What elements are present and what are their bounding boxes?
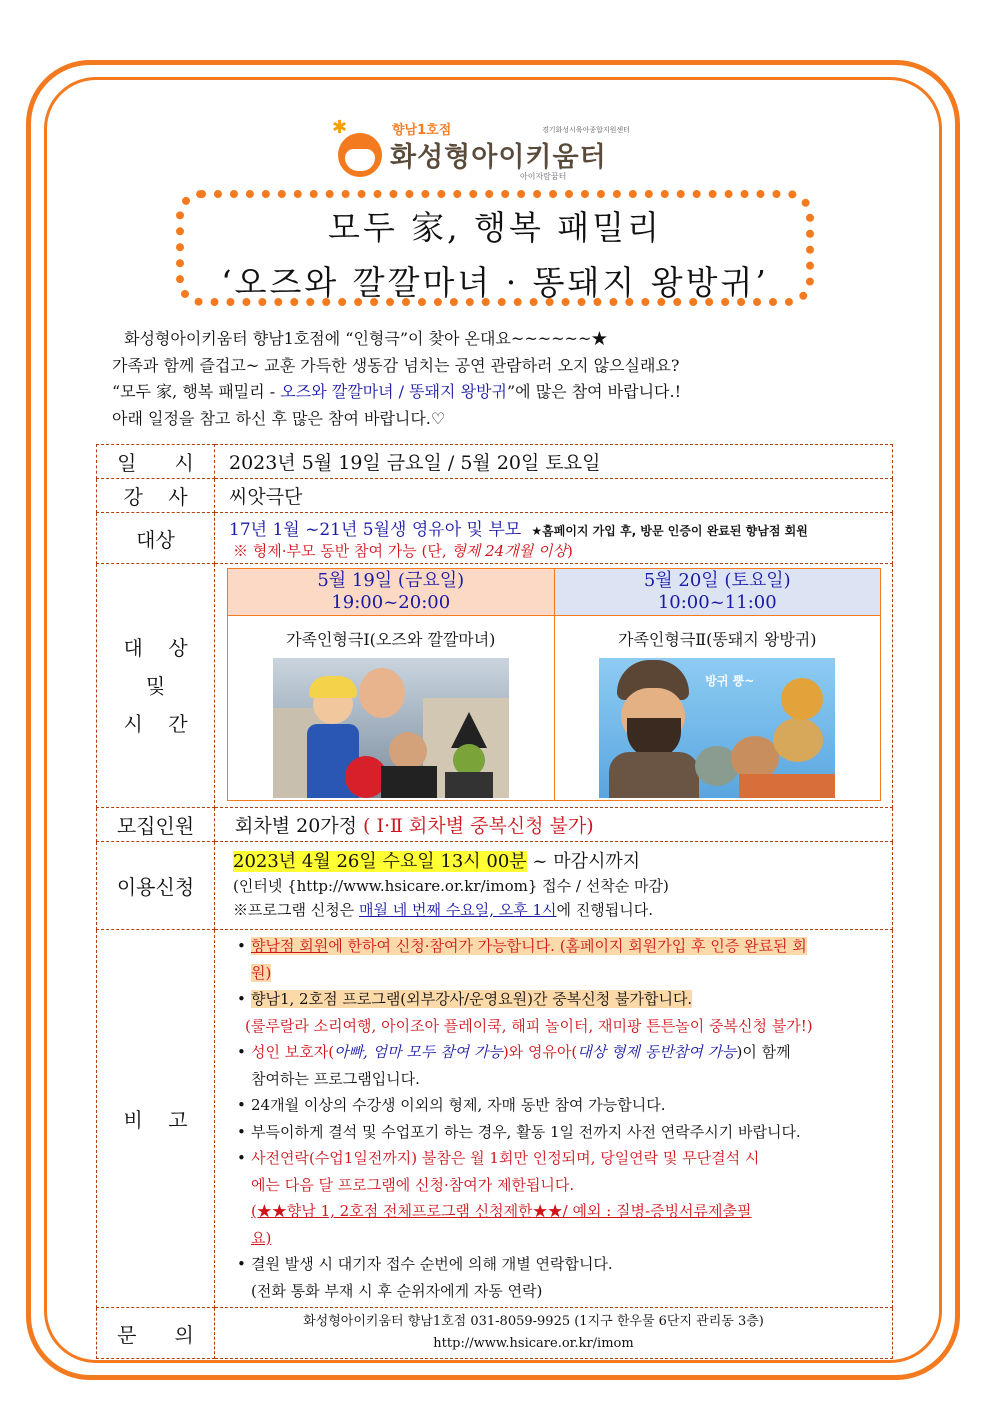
row-contact <box>97 1308 893 1359</box>
logo-sub: 아이자람꿈터 <box>520 172 567 181</box>
value-apply <box>215 842 893 930</box>
intro-line-1: 화성형아이키움터 향남1호점에 “인형극”이 찾아 온대요~~~~~~★ <box>124 329 608 348</box>
puppet-photo-pig <box>599 658 835 798</box>
row-target <box>97 513 893 564</box>
label-notes: 비 고 <box>97 930 215 1308</box>
apply-deadline: 2023년 4월 26일 수요일 13시 00분 <box>233 850 527 872</box>
schedule-table <box>227 568 881 801</box>
logo-branch: 향남1호점 <box>392 123 452 138</box>
label-target: 대상 <box>97 513 215 564</box>
target-range: 17년 1월 ~21년 5월생 영유아 및 부모 <box>229 520 522 540</box>
row-notes <box>97 930 893 1308</box>
contact-url[interactable]: http://www.hsicare.or.kr/imom <box>433 1336 634 1351</box>
intro-line-2: 가족과 함께 즐겁고~ 교훈 가득한 생동감 넘치는 공연 관람하러 오지 않으실래요? <box>112 355 680 375</box>
intro-text <box>112 326 681 432</box>
label-apply: 이용신청 <box>97 842 215 930</box>
value-date: 2023년 5월 19일 금요일 / 5월 20일 토요일 <box>215 445 893 479</box>
apply-method: (인터넷 {http://www.hsicare.or.kr/imom} 접수 / 선착순 마감) <box>233 876 669 895</box>
schedule-cell <box>215 564 893 808</box>
value-teacher: 씨앗극단 <box>215 479 893 513</box>
value-target <box>215 513 893 564</box>
notes-list <box>215 930 893 1308</box>
note-6-sub2: 요) <box>251 1228 272 1247</box>
intro-line-3: “모두 家, 행복 패밀리 - 오즈와 깔깔마녀 / 똥돼지 왕방귀”에 많은 참여 바랍니다.! <box>112 382 682 401</box>
note-4: • 24개월 이상의 수강생 이외의 형제, 자매 동반 참여 가능합니다. <box>237 1096 666 1114</box>
note-1: • 향남점 회원에 한하여 신청·참여가 가능합니다. (홈페이지 회원가입 후 인증 완료된 회 <box>237 937 807 955</box>
label-date: 일 시 <box>97 445 215 479</box>
puppet-photo-oz <box>273 658 509 798</box>
logo-org: 경기화성시육아종합지원센터 <box>542 126 630 134</box>
logo <box>332 117 662 181</box>
note-7-sub: (전화 통화 부재 시 후 순위자에게 자동 연락) <box>251 1281 543 1300</box>
target-note: ★홈페이지 가입 후, 방문 인증이 완료된 향남점 회원 <box>531 524 808 538</box>
row-apply <box>97 842 893 930</box>
note-6-cont: 에는 다음 달 프로그램에 신청·참여가 제한됩니다. <box>251 1175 575 1194</box>
day1-time: 19:00~20:00 <box>331 592 451 613</box>
title-line-2: ‘오즈와 깔깔마녀 · 똥돼지 왕방귀’ <box>221 263 769 302</box>
star-icon: ✱ <box>332 117 348 138</box>
title-box <box>176 190 814 306</box>
day2-date: 5월 20일 (토요일) <box>643 570 791 591</box>
note-5: • 부득이하게 결석 및 수업포기 하는 경우, 활동 1일 전까지 사전 연락주시기 바랍니다. <box>237 1122 801 1141</box>
logo-name: 화성형아이키움터 <box>390 142 607 173</box>
note-6-sub: (★★향남 1, 2호점 전체프로그램 신청제한★★/ 예외 : 질병-증빙서류제출필 <box>251 1202 752 1220</box>
apply-note: ※프로그램 신청은 매월 네 번째 수요일, 오후 1시에 진행됩니다. <box>233 900 653 919</box>
value-contact <box>215 1308 893 1359</box>
speech-bubble: 방귀 뿡~ <box>705 673 755 688</box>
note-7: • 결원 발생 시 대기자 접수 순번에 의해 개별 연락합니다. <box>237 1255 613 1273</box>
label-recruit: 모집인원 <box>97 808 215 842</box>
note-3-cont: 참여하는 프로그램입니다. <box>251 1069 420 1088</box>
day1-show: 가족인형극Ⅰ(오즈와 깔깔마녀) <box>286 629 496 649</box>
note-1-cont: 원) <box>251 963 272 982</box>
day2-show: 가족인형극Ⅱ(똥돼지 왕방귀) <box>618 629 817 649</box>
value-recruit: 회차별 20가정 ( Ⅰ·Ⅱ 회차별 중복신청 불가) <box>215 808 893 842</box>
info-table <box>96 444 893 1359</box>
day2-header <box>554 569 881 616</box>
contact-line-1: 화성형아이키움터 향남1호점 031-8059-9925 (1지구 한우물 6단지 관리동 3층) <box>303 1314 764 1329</box>
day1-header <box>228 569 555 616</box>
label-schedule: 대 상 및 시 간 <box>97 564 215 808</box>
title-line-1: 모두 家, 행복 패밀리 <box>327 208 663 247</box>
row-recruit <box>97 808 893 842</box>
note-2: • 향남1, 2호점 프로그램(외부강사/운영요원)간 중복신청 불가합니다. <box>237 990 693 1008</box>
day1-date: 5월 19일 (금요일) <box>317 570 465 591</box>
day2-time: 10:00~11:00 <box>657 592 777 613</box>
smile-face-icon <box>338 133 382 177</box>
note-2-sub: (룰루랄라 소리여행, 아이조아 플레이쿡, 해피 놀이터, 재미팡 튼튼놀이 중복신청 불가!) <box>245 1016 813 1035</box>
intro-line-4: 아래 일정을 참고 하신 후 많은 참여 바랍니다.♡ <box>112 408 446 428</box>
day2-body <box>554 616 881 801</box>
target-sibling: ※ 형제·부모 동반 참여 가능 (단, 형제 24개월 이상) <box>233 542 573 560</box>
day1-body <box>228 616 555 801</box>
row-teacher <box>97 479 893 513</box>
apply-deadline-suffix: ~ 마감시까지 <box>526 850 641 872</box>
row-schedule <box>97 564 893 808</box>
row-date <box>97 445 893 479</box>
label-contact: 문 의 <box>97 1308 215 1359</box>
label-teacher: 강 사 <box>97 479 215 513</box>
note-3: • 성인 보호자(아빠, 엄마 모두 참여 가능)와 영유아(대상 형제 동반참여 가능)이 함께 <box>237 1043 791 1061</box>
note-6: • 사전연락(수업1일전까지) 불참은 월 1회만 인정되며, 당일연락 및 무단결석 시 <box>237 1149 760 1167</box>
